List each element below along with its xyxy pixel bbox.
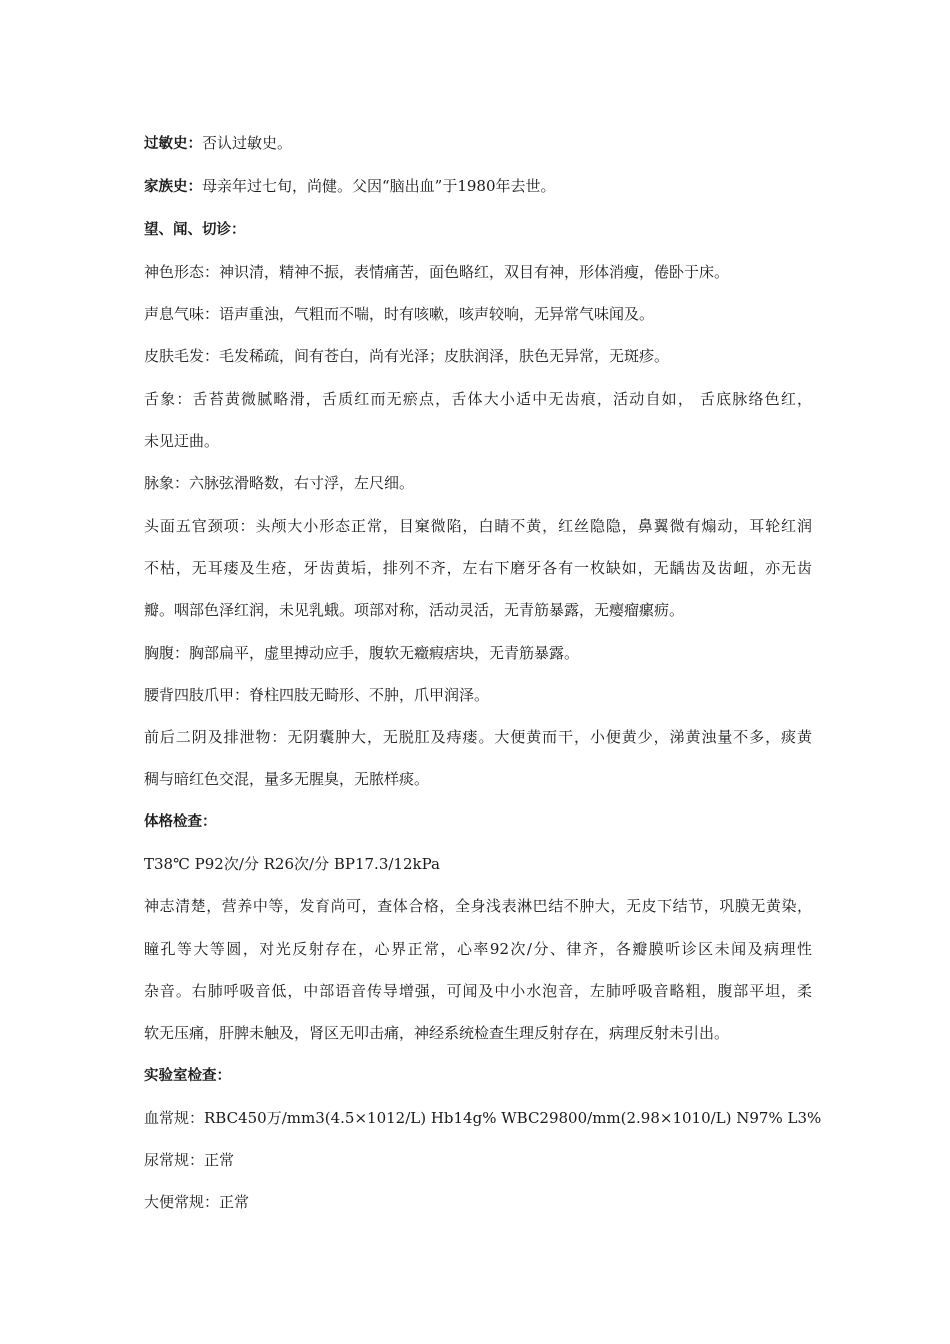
family-label: 家族史： — [144, 179, 202, 196]
physical-line-3: 杂音。右肺呼吸音低，中部语音传导增强，可闻及中小水泡音，左肺呼吸音略粗，腹部平坦，柔 — [144, 981, 812, 1000]
complexion-line: 神色形态：神识清，精神不振，表情痛苦，面色略红，双目有神，形体消瘦，倦卧于床。 — [144, 262, 730, 281]
back-limbs-line: 腰背四肢爪甲：脊柱四肢无畸形、不肿，爪甲润泽。 — [144, 685, 490, 704]
head-face-line-3: 瓣。咽部色泽红润，未见乳蛾。项部对称，活动灵活，无青筋暴露，无瘿瘤瘰疬。 — [144, 601, 685, 620]
lab-exam-heading: 实验室检查： — [144, 1067, 231, 1084]
head-face-line-1: 头面五官颈项：头颅大小形态正常，目窠微陷，白睛不黄，红丝隐隐，鼻翼微有煽动，耳轮红润 — [144, 516, 812, 535]
allergy-text: 否认过敏史。 — [202, 134, 293, 152]
physical-line-4: 软无压痛，肝脾未触及，肾区无叩击痛，神经系统检查生理反射存在，病理反射未引出。 — [144, 1024, 730, 1043]
head-face-line-2: 不枯，无耳瘘及生疮，牙齿黄垢，排列不齐，左右下磨牙各有一枚缺如，无龋齿及齿衄，亦无齿 — [144, 558, 812, 577]
tongue-line-2: 未见迂曲。 — [144, 432, 220, 451]
urine-routine-line: 尿常规：正常 — [144, 1151, 235, 1170]
vitals-line: T38℃ P92次/分 R26次/分 BP17.3/12kPa — [144, 855, 440, 874]
stool-routine-line: 大便常规：正常 — [144, 1193, 250, 1212]
skin-hair-line: 皮肤毛发：毛发稀疏，间有苍白，尚有光泽；皮肤润泽，肤色无异常，无斑疹。 — [144, 347, 670, 366]
allergy-history — [144, 122, 812, 165]
physical-line-1: 神志清楚，营养中等，发育尚可，查体合格，全身浅表淋巴结不肿大，无皮下结节，巩膜无黄染， — [144, 897, 812, 916]
blood-routine-line: 血常规：RBC450万/mm3(4.5×1012/L) Hb14g% WBC29800/mm(2.98×1010/L) N97% L3% — [144, 1108, 822, 1127]
voice-odor-line: 声息气味：语声重浊，气粗而不喘，时有咳嗽，咳声较响，无异常气味闻及。 — [144, 305, 655, 324]
family-history — [144, 165, 812, 208]
medical-record-page — [144, 122, 822, 1224]
tcm-exam-heading: 望、闻、切诊： — [144, 221, 246, 238]
tongue-line-1: 舌象：舌苔黄微腻略滑，舌质红而无瘀点，舌体大小适中无齿痕，活动自如， 舌底脉络色红， — [144, 389, 812, 408]
family-text: 母亲年过七旬，尚健。父因“脑出血”于1980年去世。 — [202, 177, 556, 196]
physical-exam-heading: 体格检查： — [144, 813, 217, 830]
physical-line-2: 瞳孔等大等圆，对光反射存在，心界正常，心率92次/分、律齐，各瓣膜听诊区未闻及病理性 — [144, 939, 812, 958]
excreta-line-1: 前后二阴及排泄物：无阴囊肿大，无脱肛及痔瘘。大便黄而干，小便黄少，涕黄浊量不多，痰黄 — [144, 728, 812, 747]
chest-abdomen-line: 胸腹：胸部扁平，虚里搏动应手，腹软无癥瘕痞块，无青筋暴露。 — [144, 643, 580, 662]
allergy-label: 过敏史： — [144, 136, 202, 152]
pulse-line: 脉象：六脉弦滑略数，右寸浮，左尺细。 — [144, 474, 415, 493]
excreta-line-2: 稠与暗红色交混，量多无腥臭，无脓样痰。 — [144, 770, 430, 789]
